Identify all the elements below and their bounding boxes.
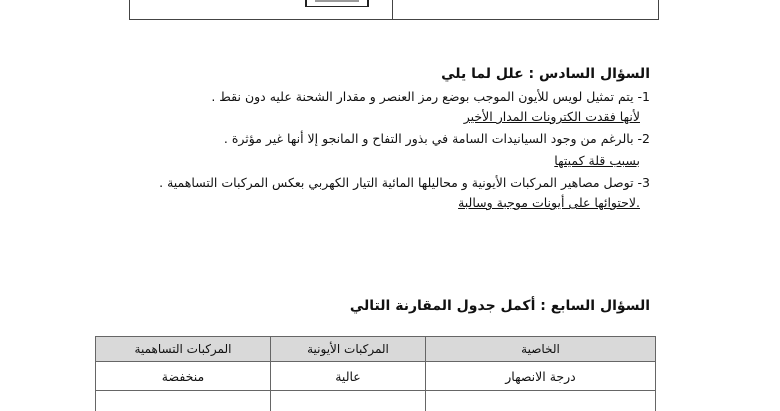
table-row [96, 362, 656, 391]
previous-table-fragment [129, 0, 659, 20]
comparison-table [95, 336, 656, 411]
answer-box-fragment [305, 0, 369, 7]
question6-answer-3: .لاحتوائها على أيونات موجبة وسالبة [458, 194, 640, 211]
table-header-row [96, 337, 656, 362]
question6-item-3: 3- توصل مصاهير المركبات الأيونية و محاليلها المائية التيار الكهربي بعكس المركبات التساهمية . [159, 174, 650, 191]
header-property: الخاصية [426, 337, 656, 362]
question6-answer-1: لأنها فقدت الكترونات المدار الأخير [464, 108, 640, 125]
header-covalent: المركبات التساهمية [96, 337, 271, 362]
cell-property: درجة الانصهار [426, 362, 656, 391]
previous-table-cell [130, 0, 393, 19]
question7-title: السؤال السابع : أكمل جدول المقارنة التالي [350, 297, 650, 315]
previous-table-cell [393, 0, 658, 19]
question6-answer-2: بسبب قلة كميتها [554, 152, 640, 169]
question6-item-1: 1- يتم تمثيل لويس للأيون الموجب بوضع رمز العنصر و مقدار الشحنة عليه دون نقط . [211, 88, 650, 105]
header-ionic: المركبات الأيونية [271, 337, 426, 362]
cell-ionic: عالية [271, 362, 426, 391]
question6-item-2: 2- بالرغم من وجود السيانيدات السامة في بذور التفاح و المانجو إلا أنها غير مؤثرة . [224, 130, 650, 147]
table-row [96, 391, 656, 411]
question6-title: السؤال السادس : علل لما يلي [441, 65, 650, 83]
cell-covalent: منخفضة [96, 362, 271, 391]
